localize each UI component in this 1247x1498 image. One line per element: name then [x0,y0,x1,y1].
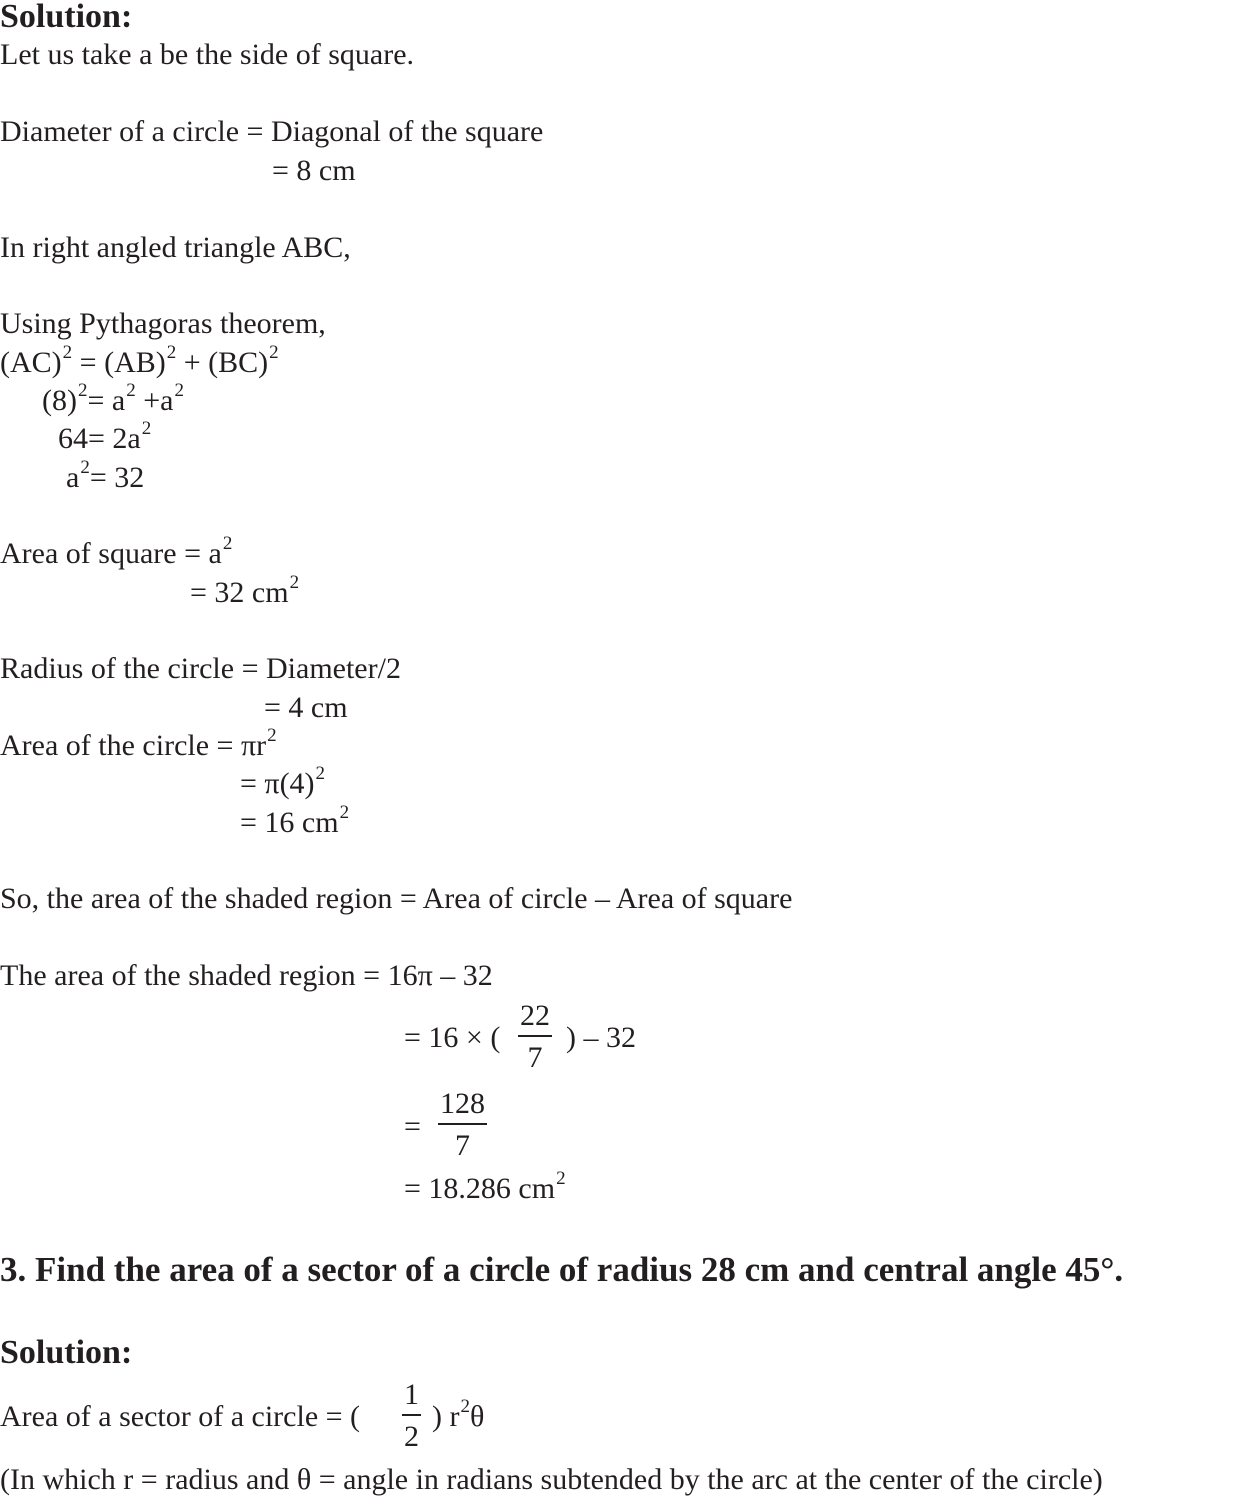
diameter-value: = 8 cm [272,154,356,187]
fraction-bar [518,1035,552,1037]
sector-note: (In which r = radius and θ = angle in radians subtended by the arc at the center of the circle) [0,1463,1103,1496]
shaded-line-1: The area of the shaded region = 16π – 32 [0,959,493,992]
shaded-line-3-pre: = [404,1110,421,1143]
eq-a: = a [87,384,126,417]
sector-formula-post [432,1396,485,1438]
fraction-22-7 [518,999,552,1075]
fraction-1-2 [402,1378,421,1454]
radius-line: Radius of the circle = Diameter/2 [0,652,401,685]
shaded-line-4 [404,1168,566,1210]
equation-ac-ab-bc [0,342,279,384]
exponent: 2 [141,418,152,439]
exponent: 2 [62,342,73,363]
area-square-result: = 32 cm [190,576,289,609]
fraction-bar [402,1414,421,1416]
eq-a-sq: a [66,461,80,494]
fraction-numerator: 1 [404,1378,419,1411]
fraction-numerator: 128 [440,1087,485,1120]
eq-bc: + (BC) [176,346,269,379]
area-square-line [0,533,233,575]
area-circle-text: Area of the circle = πr [0,729,267,762]
exponent: 2 [126,380,136,401]
area-circle-value [240,802,350,844]
equation-8-squared [42,380,184,422]
fraction-128-7 [438,1087,487,1163]
solution-heading-2: Solution: [0,1334,133,1371]
area-square-value [190,572,300,614]
shaded-result: = 18.286 cm [404,1172,556,1205]
shaded-line-2-post: ) – 32 [566,1021,636,1054]
exponent: 2 [222,533,233,554]
fraction-denominator: 7 [455,1129,470,1162]
exponent: 2 [267,725,277,746]
fraction-denominator: 2 [404,1420,419,1453]
intro-line: Let us take a be the side of square. [0,38,415,71]
area-circle-line [0,725,277,767]
sector-formula-r: ) r [432,1400,460,1433]
eq-64: 64= 2a [58,422,141,455]
eq-ac: (AC) [0,346,62,379]
exponent: 2 [460,1396,470,1417]
sector-formula-pre: Area of a sector of a circle = ( [0,1400,361,1433]
exponent: 2 [166,342,177,363]
area-circle-result: = 16 cm [240,806,339,839]
exponent: 2 [174,380,184,401]
shaded-definition: So, the area of the shaded region = Area of circle – Area of square [0,882,793,915]
radius-value: = 4 cm [264,691,348,724]
exponent: 2 [80,457,90,478]
equation-64 [58,418,152,460]
fraction-numerator: 22 [520,999,550,1032]
exponent: 2 [339,802,350,823]
question-3: 3. Find the area of a sector of a circle of radius 28 cm and central angle 45°. [0,1250,1124,1289]
pythagoras-line: Using Pythagoras theorem, [0,307,326,340]
eq-ab: = (AB) [72,346,166,379]
fraction-bar [438,1123,487,1125]
sector-formula-theta: θ [469,1400,485,1433]
area-circle-step [240,763,326,805]
exponent: 2 [556,1168,566,1189]
area-square-text: Area of square = a [0,537,222,570]
eq-plus-a: +a [135,384,174,417]
triangle-line: In right angled triangle ABC, [0,231,351,264]
shaded-line-2-pre: = 16 × ( [404,1021,501,1054]
exponent: 2 [269,342,279,363]
solution-heading: Solution: [0,0,133,35]
eq-8: (8) [42,384,77,417]
fraction-denominator: 7 [527,1041,543,1074]
diameter-line: Diameter of a circle = Diagonal of the square [0,115,544,148]
exponent: 2 [315,763,326,784]
exponent: 2 [289,572,300,593]
area-circle-pi4: = π(4) [240,767,315,800]
eq-32: = 32 [89,461,145,494]
exponent: 2 [77,380,88,401]
equation-a-squared [66,457,145,499]
